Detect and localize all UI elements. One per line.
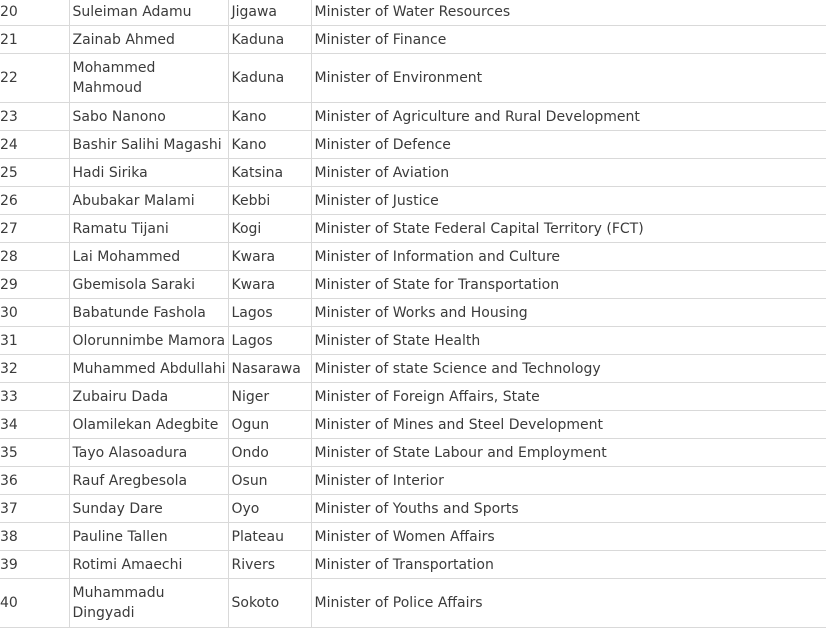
row-number: 35: [0, 439, 69, 467]
minister-state: Ogun: [228, 411, 311, 439]
row-number: 31: [0, 327, 69, 355]
minister-portfolio: Minister of State Labour and Employment: [311, 439, 826, 467]
minister-name: Muhammed Abdullahi: [69, 355, 228, 383]
minister-name: Abubakar Malami: [69, 187, 228, 215]
table-row: [0, 355, 826, 383]
table-row: [0, 103, 826, 131]
minister-portfolio: Minister of Justice: [311, 187, 826, 215]
minister-name: Sabo Nanono: [69, 103, 228, 131]
minister-state: Kano: [228, 131, 311, 159]
minister-portfolio: Minister of Interior: [311, 467, 826, 495]
minister-state: Kaduna: [228, 26, 311, 54]
minister-state: Kogi: [228, 215, 311, 243]
minister-portfolio: Minister of Water Resources: [311, 0, 826, 26]
table-row: [0, 495, 826, 523]
row-number: 28: [0, 243, 69, 271]
minister-portfolio: Minister of Foreign Affairs, State: [311, 383, 826, 411]
minister-portfolio: Minister of Women Affairs: [311, 523, 826, 551]
minister-portfolio: Minister of Mines and Steel Development: [311, 411, 826, 439]
row-number: 22: [0, 54, 69, 103]
table-row: [0, 54, 826, 103]
minister-portfolio: Minister of Defence: [311, 131, 826, 159]
table-row: [0, 467, 826, 495]
minister-portfolio: Minister of Works and Housing: [311, 299, 826, 327]
row-number: 30: [0, 299, 69, 327]
minister-name: Bashir Salihi Magashi: [69, 131, 228, 159]
minister-state: Lagos: [228, 299, 311, 327]
minister-state: Sokoto: [228, 579, 311, 628]
row-number: 21: [0, 26, 69, 54]
minister-portfolio: Minister of state Science and Technology: [311, 355, 826, 383]
table-row: [0, 159, 826, 187]
table-row: [0, 215, 826, 243]
minister-portfolio: Minister of Aviation: [311, 159, 826, 187]
row-number: 26: [0, 187, 69, 215]
minister-state: Plateau: [228, 523, 311, 551]
minister-name: Hadi Sirika: [69, 159, 228, 187]
minister-state: Rivers: [228, 551, 311, 579]
minister-state: Kaduna: [228, 54, 311, 103]
table-row: [0, 243, 826, 271]
row-number: 29: [0, 271, 69, 299]
minister-name: Gbemisola Saraki: [69, 271, 228, 299]
minister-portfolio: Minister of State Federal Capital Territory (FCT): [311, 215, 826, 243]
row-number: 27: [0, 215, 69, 243]
row-number: 25: [0, 159, 69, 187]
table-row: [0, 523, 826, 551]
row-number: 32: [0, 355, 69, 383]
table-row: [0, 271, 826, 299]
table-row: [0, 411, 826, 439]
table-row: [0, 439, 826, 467]
minister-name: Rauf Aregbesola: [69, 467, 228, 495]
minister-state: Osun: [228, 467, 311, 495]
minister-state: Nasarawa: [228, 355, 311, 383]
minister-name: Sunday Dare: [69, 495, 228, 523]
minister-state: Ondo: [228, 439, 311, 467]
minister-name: Zainab Ahmed: [69, 26, 228, 54]
minister-name: Lai Mohammed: [69, 243, 228, 271]
row-number: 24: [0, 131, 69, 159]
table-row: [0, 579, 826, 628]
row-number: 20: [0, 0, 69, 26]
minister-portfolio: Minister of State Health: [311, 327, 826, 355]
minister-portfolio: Minister of Agriculture and Rural Development: [311, 103, 826, 131]
minister-name: Zubairu Dada: [69, 383, 228, 411]
row-number: 37: [0, 495, 69, 523]
minister-state: Oyo: [228, 495, 311, 523]
minister-state: Kwara: [228, 243, 311, 271]
row-number: 23: [0, 103, 69, 131]
table-row: [0, 327, 826, 355]
minister-portfolio: Minister of Police Affairs: [311, 579, 826, 628]
minister-name: Rotimi Amaechi: [69, 551, 228, 579]
table-row: [0, 131, 826, 159]
row-number: 36: [0, 467, 69, 495]
minister-name: Babatunde Fashola: [69, 299, 228, 327]
minister-name: Mohammed Mahmoud: [69, 54, 228, 103]
minister-portfolio: Minister of Environment: [311, 54, 826, 103]
table-row: [0, 26, 826, 54]
minister-portfolio: Minister of Information and Culture: [311, 243, 826, 271]
minister-portfolio: Minister of State for Transportation: [311, 271, 826, 299]
minister-name: Tayo Alasoadura: [69, 439, 228, 467]
row-number: 40: [0, 579, 69, 628]
row-number: 34: [0, 411, 69, 439]
row-number: 38: [0, 523, 69, 551]
minister-name: Olamilekan Adegbite: [69, 411, 228, 439]
minister-portfolio: Minister of Finance: [311, 26, 826, 54]
table-row: [0, 383, 826, 411]
minister-name: Olorunnimbe Mamora: [69, 327, 228, 355]
minister-name: Suleiman Adamu: [69, 0, 228, 26]
minister-state: Lagos: [228, 327, 311, 355]
minister-state: Kwara: [228, 271, 311, 299]
minister-portfolio: Minister of Transportation: [311, 551, 826, 579]
minister-state: Kebbi: [228, 187, 311, 215]
row-number: 39: [0, 551, 69, 579]
table-row: [0, 551, 826, 579]
minister-name: Muhammadu Dingyadi: [69, 579, 228, 628]
row-number: 33: [0, 383, 69, 411]
minister-state: Jigawa: [228, 0, 311, 26]
table-row: [0, 299, 826, 327]
minister-state: Katsina: [228, 159, 311, 187]
table-row: [0, 187, 826, 215]
minister-name: Ramatu Tijani: [69, 215, 228, 243]
minister-name: Pauline Tallen: [69, 523, 228, 551]
table-row: [0, 0, 826, 26]
minister-state: Kano: [228, 103, 311, 131]
minister-state: Niger: [228, 383, 311, 411]
minister-portfolio: Minister of Youths and Sports: [311, 495, 826, 523]
